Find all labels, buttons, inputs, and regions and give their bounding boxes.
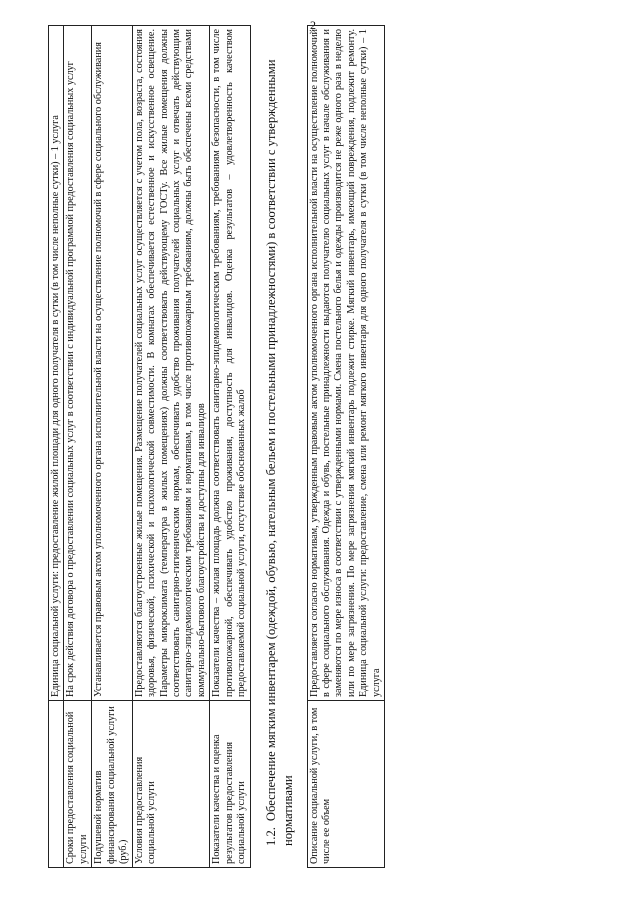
table-label-cell: Сроки предоставления социальной услуги (64, 701, 92, 868)
table-label-cell: Описание социальной услуги, в том числе ее объем (307, 701, 385, 868)
table-label-cell: Условия предоставления социальной услуги (132, 701, 210, 868)
table-row (307, 26, 385, 868)
table-text-cell: Предоставляются благоустроенные жилые помещения. Размещение получателей социальных услуг осуществляется с учетом пола, возраста, состояния здоровья, физической, психической и психологической совместимости. В комнатах обеспечивается естественное и искусственное освещение. Параметры микроклимата (температура в жилых помещениях) должны соответствовать действующему ГОСТу. Все жилые помещения должны соответствовать санитарно-гигиеническим нормам, обеспечивать удобство проживания получателей социальных услуг и отвечать действующим санитарно-эпидемиологическим требованиям и нормативам, в том числе противопожарным требованиям, должны быть обеспечены всеми средствами коммунально-бытового благоустройства и доступны для инвалидов (132, 26, 210, 701)
page-number: 2 (310, 18, 316, 32)
table-text-cell: Предоставляется согласно нормативам, утвержденным правовым актом уполномоченного органа исполнительной власти на осуществление полномочий в сфере социального обслуживания. Одежда и обувь, постельные принадлежности выдаются получателю социальных услуг в начале обслуживания и заменяются по мере износа в соответствии с утвержденными нормами. Смена постельного белья и одежды производится не реже одного раза в неделю или по мере загрязнения. По мере загрязнения мягкий инвентарь подлежит стирке. Мягкий инвентарь, имеющий повреждения, подлежит ремонту. Единица социальной услуги: предоставление, смена или ремонт мягкого инвентаря для одного получателя в сутки (в том числе неполные сутки) – 1 услуга (307, 26, 385, 701)
table-row (92, 26, 132, 868)
section-heading (263, 13, 297, 846)
table-label-cell (49, 701, 64, 868)
table-text-cell: На срок действия договора о предоставлении социальных услуг в соответствии с индивидуальной программой предоставления социальных услуг (64, 26, 92, 701)
rotated-page-content (48, 13, 588, 868)
table-text-cell: Устанавливается правовым актом уполномоченного органа исполнительной власти на осуществление полномочий в сфере социального обслуживания (92, 26, 132, 701)
table-row (210, 26, 250, 868)
table-label-cell: Показатели качества и оценка результатов предоставления социальной услуги (210, 701, 250, 868)
section-number: 1.2. (263, 827, 278, 846)
table-row (64, 26, 92, 868)
section-title: Обеспечение мягким инвентарем (одеждой, обувью, нательным бельем и постельными принадлежностями) в соответствии с утвержденными нормативами (263, 59, 295, 846)
table-text-cell: Единица социальной услуги: предоставление жилой площади для одного получателя в сутки (в том числе неполные сутки) – 1 услуга (49, 26, 64, 701)
table-text-cell: Показатели качества – жилая площадь должна соответствовать санитарно-эпидемиологическим требованиям, требованиям безопасности, в том числе противопожарной, обеспечивать удобство проживания, доступность для инвалидов. Оценка результатов – удовлетворенность качеством предоставляемой социальной услуги, отсутствие обоснованных жалоб (210, 26, 250, 701)
table-row (49, 26, 64, 868)
table-row (132, 26, 210, 868)
table-label-cell: Подушевой норматив финансирования социальной услуги (руб.) (92, 701, 132, 868)
service-table-1 (48, 25, 251, 868)
service-table-2 (307, 25, 386, 868)
